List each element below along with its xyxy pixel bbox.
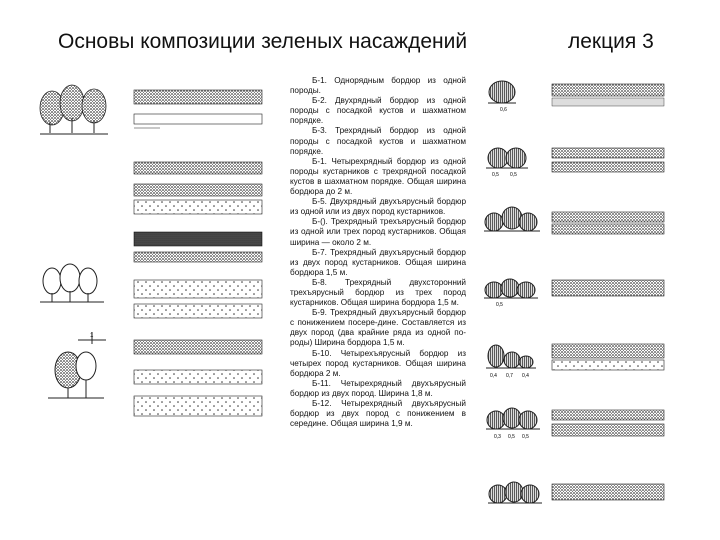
paragraph-b6: Б-(). Трехрядный трехъярусный бордюр из одной или трех пород кустарников. Общая ширина — около 2 м.	[290, 217, 466, 247]
paragraph-b1: Б-1. Однорядным бордюр из одной породы.	[290, 76, 466, 96]
dim-label-i: 0,5	[508, 434, 515, 440]
dim-label-j: 0,5	[522, 434, 529, 440]
label-1: 1	[90, 333, 94, 339]
paragraph-b4: Б-1. Четырехрядный бордюр из одной породы кустарников с трехрядной посадкой кустов в шахматном порядке. Общая ширина бордюра до 2 м.	[290, 156, 466, 197]
dim-label-c: 0,5	[510, 172, 517, 178]
plan-strips-left	[134, 90, 262, 416]
section-b6	[486, 408, 664, 440]
tree-group-elevation-1	[40, 85, 108, 134]
section-b1	[488, 81, 664, 113]
dim-label-h: 0,3	[494, 434, 501, 440]
dim-label-f: 0,7	[506, 373, 513, 379]
page-title: Основы композиции зеленых насаждений	[58, 30, 468, 53]
lecture-number: лекция 3	[568, 30, 654, 53]
paragraph-b10: Б-10. Четырехъярусный бордюр из четырех пород кустарников. Общая ширина бордюра 2 м.	[290, 348, 466, 378]
tree-group-elevation-3	[48, 332, 106, 398]
section-b5	[486, 344, 664, 379]
dim-label-d: 0,5	[496, 302, 503, 308]
dim-label-e: 0,4	[490, 373, 497, 379]
dim-label-a: 0,6	[500, 107, 507, 113]
section-b3	[484, 207, 664, 234]
section-b2	[486, 148, 664, 178]
section-b4	[484, 279, 664, 308]
dim-label-b: 0,5	[492, 172, 499, 178]
tree-group-elevation-2	[40, 264, 104, 302]
paragraph-b7: Б-7. Трехрядный двухъярусный бордюр из двух пород кустарников. Общая ширина бордюра 1,5 м.	[290, 247, 466, 277]
paragraph-b9: Б-9. Трехрядный двухъярусный бордюр с понижением посере-дине. Составляется из двух пород (два крайние ряда из одной по-роды) Ширина бордюра 1,5 м.	[290, 308, 466, 348]
paragraph-b3: Б-3. Трехрядный бордюр из одной породы с посадкой кустов и шахматном порядке.	[290, 126, 466, 156]
dim-label-g: 0,4	[522, 373, 529, 379]
paragraph-b12: Б-12. Четырехрядный двухъярусный бордюр из двух пород с понижением в середине. Общая ширина 1,9 м.	[290, 399, 466, 429]
section-b7	[488, 482, 664, 503]
paragraph-b2: Б-2. Двухрядный бордюр из одной породы с посадкой кустов и шахматном порядке.	[290, 96, 466, 126]
paragraph-b5: Б-5. Двухрядный двухъярусный бордюр из одной или из двух пород кустарников.	[290, 197, 466, 217]
paragraph-b11: Б-11. Четырехрядный двухъярусный бордюр из двух пород. Ширина 1,8 м.	[290, 378, 466, 398]
paragraph-b8: Б-8. Трехрядный двухсторонний трехъярусный бордюр из трех пород кустарников. Общая ширина бордюра 1,5 м.	[290, 277, 466, 308]
